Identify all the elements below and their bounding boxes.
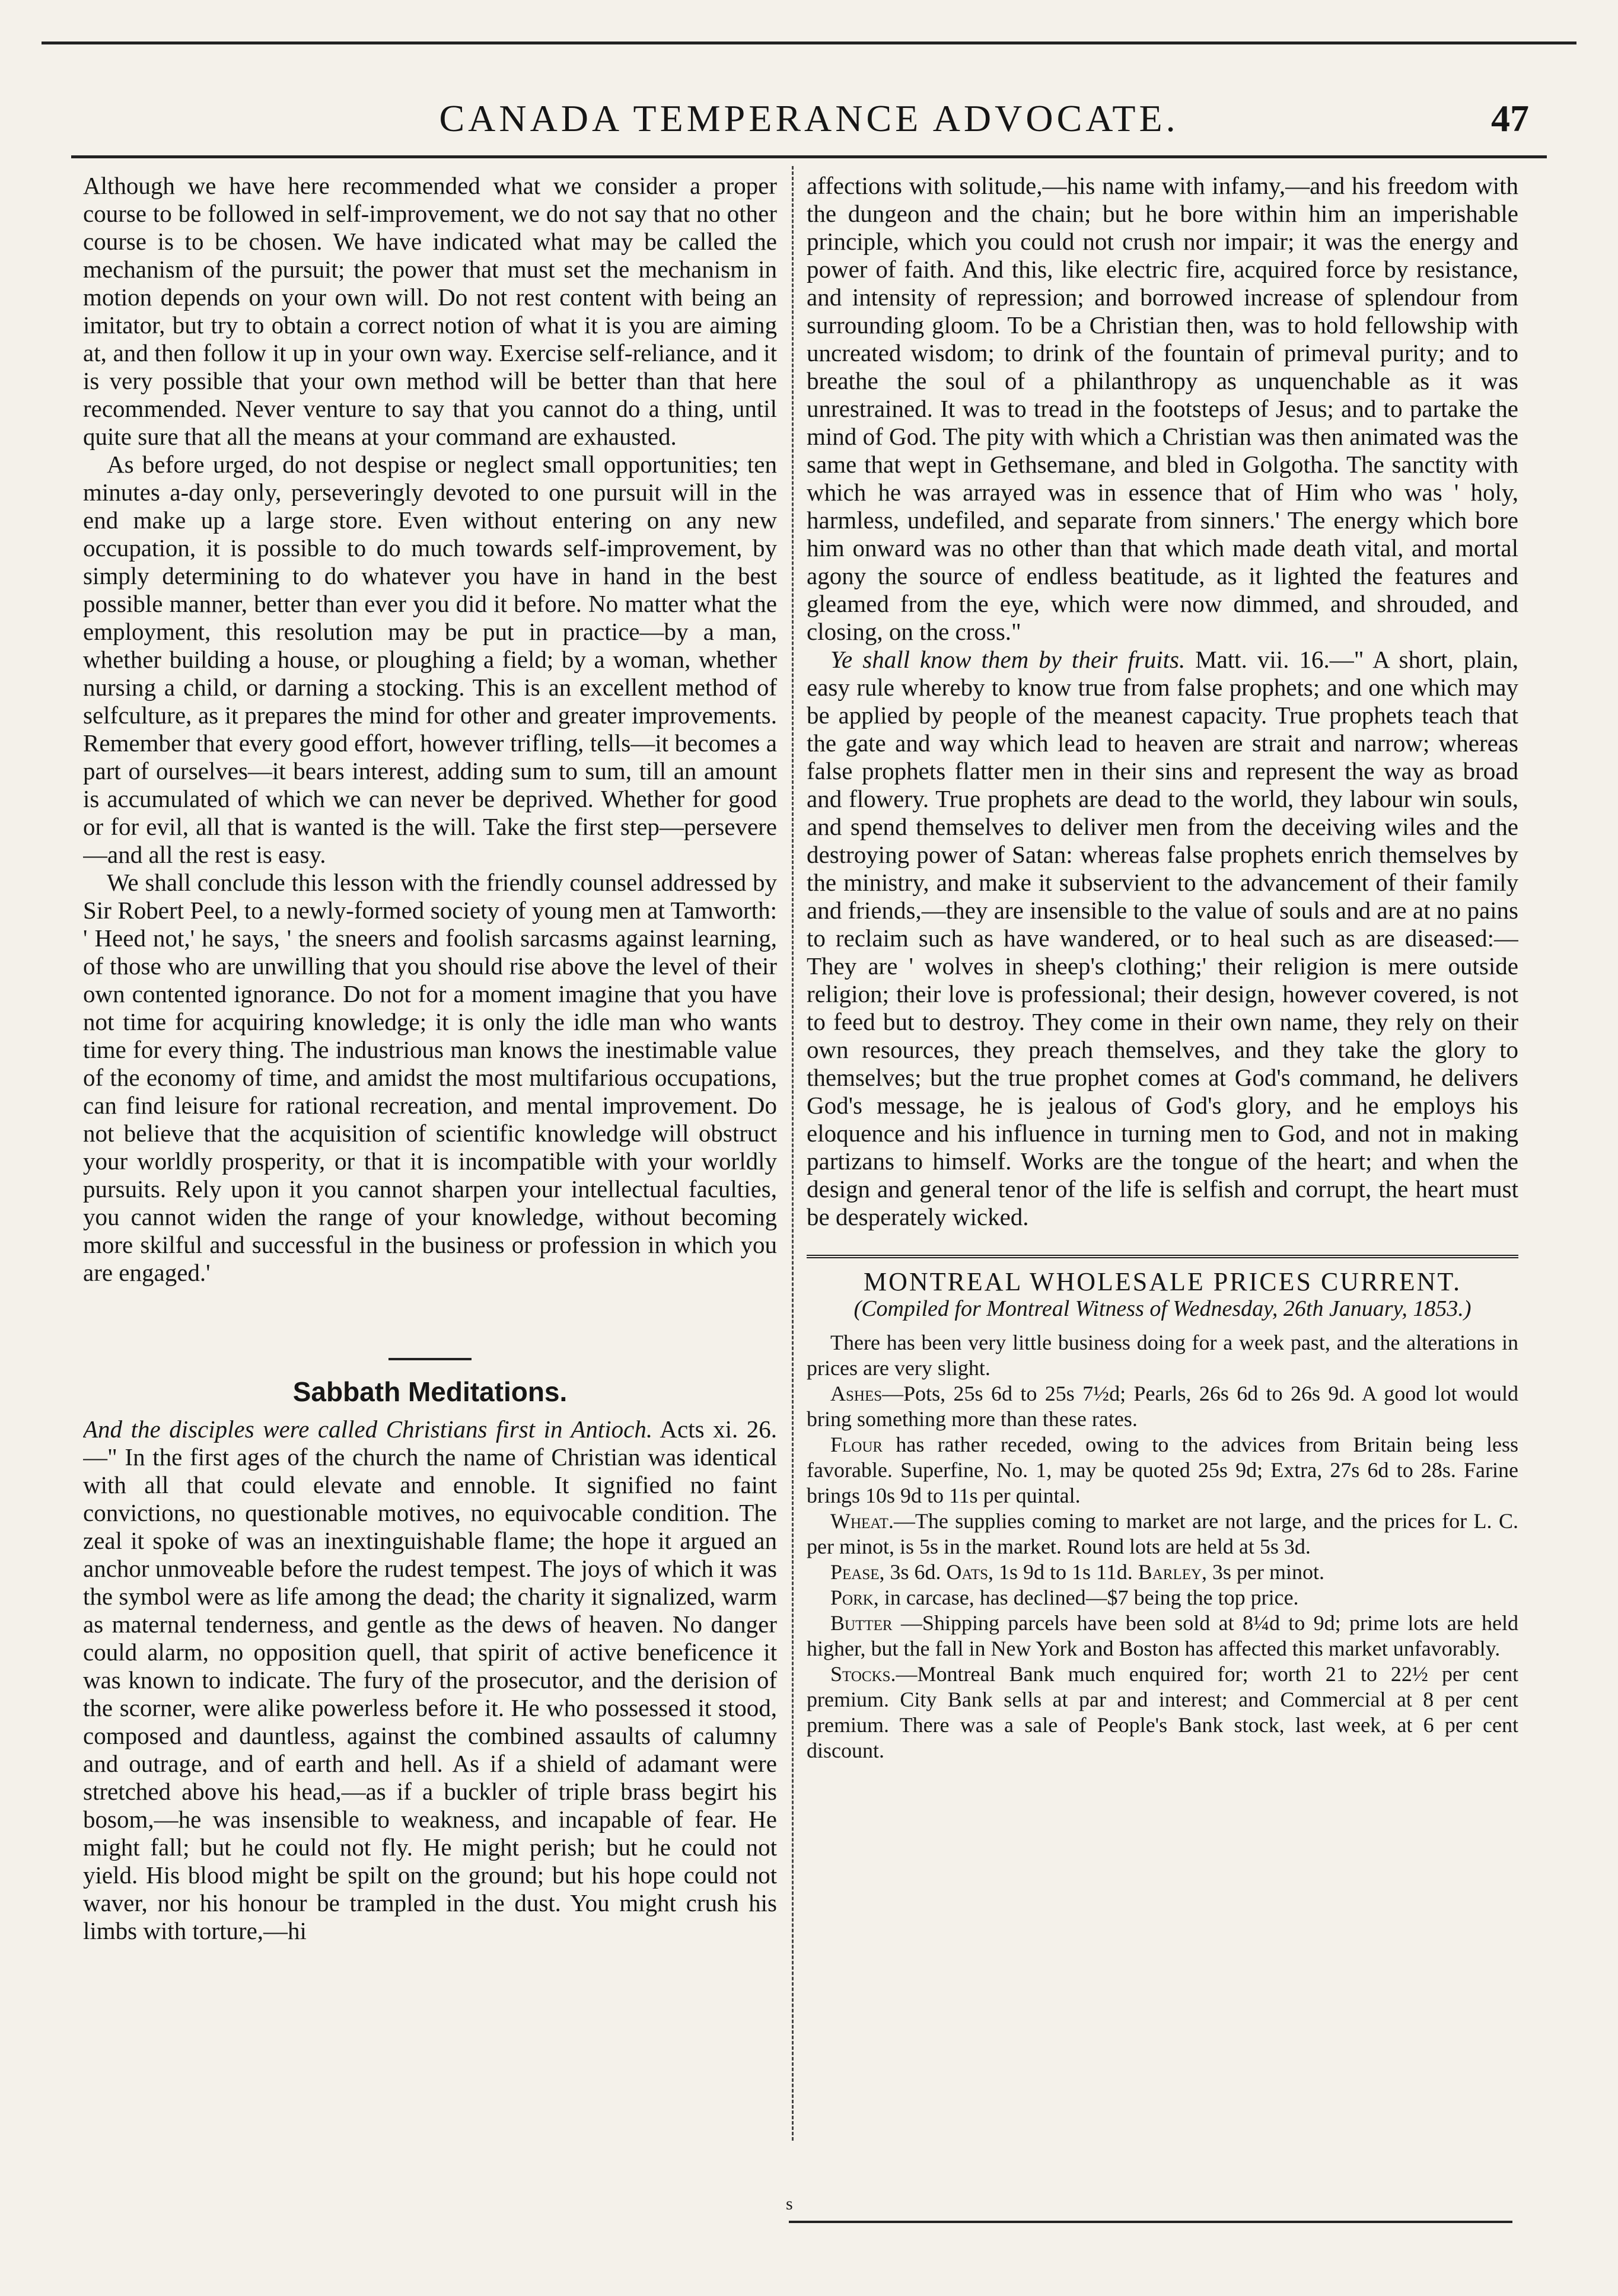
price-entry-grains (807, 1560, 1518, 1585)
price-text: —Pots, 25s 6d to 25s 7½d; Pearls, 26s 6d to 26s 9d. A good lot would bring something more than these rates. (807, 1382, 1518, 1431)
price-label: Oats, (946, 1560, 994, 1584)
paragraph-text: —" A short, plain, easy rule whereby to know true from false prophets; and one which may be applied by people of the meanest capacity. True prophets teach that the gate and way which lead to heaven are strait and narrow; whereas false prophets flatter men in their sins and represent the way as broad and flowery. True prophets are dead to the world, they labour win souls, and spend themselves to deliver men from the deceiving wiles and the destroying power of Satan: whereas false prophets enrich themselves by the ministry, and make it subservient to the advancement of their family and friends,—they are insensible to the value of souls and are at no pains to reclaim such as have wandered, or to heal such as are diseased:—They are ' wolves in sheep's clothing;' their religion is mere outside religion; their love is professional; their design, however covered, is not to feed but to destroy. They come in their own name, they rely on their own resources, they preach themselves, and they take the glory to themselves; but the true prophet comes at God's command, he delivers God's message, he is jealous of God's glory, and he employs his eloquence and his influence in turning men to God, and not in making partizans to himself. Works are the tongue of the heart; and when the design and general tenor of the life is selfish and corrupt, the heart must be desperately wicked. (807, 646, 1518, 1230)
paragraph: Although we have here recommended what we consider a proper course to be followed in self-improvement, we do not say that no other course is to be chosen. We have indicated what may be called the mechanism of the pursuit; the power that must set the mechanism in motion depends on your own will. Do not rest content with being an imitator, but try to obtain a correct notion of what it is you are aiming at, and then follow it up in your own way. Exercise self-reliance, and it is very possible that your own method will be better than that here recommended. Never venture to say that you cannot do a thing, until quite sure that all the means at your command are exhausted. (83, 172, 777, 450)
paragraph: affections with solitude,—his name with infamy,—and his freedom with the dungeon and the chain; but he bore within him an imperishable principle, which you could not crush nor impair; it was the energy and power of faith. And this, like electric fire, acquired force by resistance, and intensity of repression; and borrowed increase of splendour from surrounding gloom. To be a Christian then, was to hold fellowship with uncreated wisdom; to drink of the fountain of primeval purity; and to breathe the soul of a philanthropy as unquenchable as it was unrestrained. It was to tread in the footsteps of Jesus; and to partake the mind of God. The pity with which a Christian was then animated was the same that wept in Gethsemane, and bled in Golgotha. The sanctity with which he was arrayed was in essence that of Him who was ' holy, harmless, undefiled, and separate from sinners.' The energy which bore him onward was no other than that which made death vital, and mortal agony the source of endless beatitude, as it lighted the features and gleamed from the eye, which were now dimmed, and shrouded, and closing, on the cross." (807, 172, 1518, 645)
page-number: 47 (1491, 97, 1529, 139)
column-divider (792, 166, 794, 2141)
scripture-quote: Ye shall know them by their fruits. (830, 646, 1186, 673)
price-entry-stocks (807, 1662, 1518, 1764)
section-title: Sabbath Meditations. (292, 1376, 568, 1407)
price-label: Wheat. (830, 1509, 894, 1533)
scripture-reference: Acts xi. 26. (660, 1415, 777, 1443)
paragraph (807, 646, 1518, 1231)
price-entry-wheat (807, 1509, 1518, 1560)
left-column (83, 172, 777, 2171)
epigraph-paragraph (83, 1415, 777, 1945)
price-entry-ashes (807, 1381, 1518, 1432)
prices-section (807, 1268, 1518, 1764)
top-rule (42, 42, 1576, 44)
masthead-title: CANADA TEMPERANCE ADVOCATE. (439, 97, 1179, 139)
price-text: —The supplies coming to market are not large, and the prices for L. C. per minot, is 5s in the market. Round lots are held at 5s 3d. (807, 1509, 1518, 1558)
price-label: Butter (830, 1611, 893, 1635)
paragraph-text: —" In the first ages of the church the name of Christian was identical with all that could elevate and ennoble. It signified no faint convictions, no questionable motives, no equivocable condition. The zeal it spoke of was an inextinguishable flame; the hope it argued an anchor unmoveable before the rudest tempest. The joys of which it was the symbol were as life among the dead; the charity it signalized, warm as maternal tenderness, and gentle as the dews of heaven. No danger could alarm, no opposition quell, that spirit of active beneficence it was known to indicate. The fury of the prosecutor, and the derision of the scorner, were alike powerless before it. He who possessed it stood, composed and dauntless, against the combined assaults of calumny and outrage, and of earth and hell. As if a shield of adamant were stretched above his head,—as if a buckler of triple brass begirt his bosom,—he was insensible to weakness, and incapable of fear. He might fall; but he could not fly. He might perish; but he could not yield. His blood might be spilt on the ground; but his hope could not waver, nor his honour be trampled in the dust. You might crush his limbs with torture,—hi (83, 1443, 777, 1944)
price-label: Pork, (830, 1586, 879, 1609)
scripture-reference: Matt. vii. 16. (1195, 646, 1330, 673)
price-text: —Shipping parcels have been sold at 8¼d to 9d; prime lots are held higher, but the fall in New York and Boston has affected this market unfavorably. (807, 1611, 1518, 1660)
prices-rule (807, 1255, 1518, 1258)
price-label: Flour (830, 1433, 883, 1456)
price-text: 3s 6d. (890, 1560, 941, 1584)
price-label: Stocks. (830, 1662, 896, 1686)
section-rule (388, 1358, 472, 1360)
price-label: Pease, (830, 1560, 885, 1584)
price-label: Barley, (1138, 1560, 1208, 1584)
epigraph: And the disciples were called Christians first in Antioch. (83, 1415, 653, 1443)
prices-intro: There has been very little business doing for a week past, and the alterations in prices are very slight. (807, 1331, 1518, 1380)
right-column (807, 172, 1518, 2171)
paragraph: We shall conclude this lesson with the friendly counsel addressed by Sir Robert Peel, to a newly-formed society of young men at Tamworth: ' Heed not,' he says, ' the sneers and foolish sarcasms against learning, of those who are unwilling that you should rise above the level of their own contented ignorance. Do not for a moment imagine that you have not time for acquiring knowledge; it is only the idle man who wants time for every thing. The industrious man knows the inestimable value of the economy of time, and amidst the most multifarious occupations, can find leisure for rational recreation, and mental improvement. Do not believe that the acquisition of scientific knowledge will obstruct your worldly prosperity, or that it is incompatible with your worldly pursuits. Rely upon it you cannot sharpen your intellectual faculties, you cannot widen the range of your knowledge, without becoming more skilful and successful in the business or profession in which you are engaged.' (83, 869, 777, 1286)
price-text: 3s per minot. (1212, 1560, 1325, 1584)
price-entry-pork (807, 1585, 1518, 1611)
price-text: in carcase, has declined—$7 being the top price. (884, 1586, 1299, 1609)
price-label: Ashes (830, 1382, 883, 1405)
signature-mark: s (786, 2194, 793, 2214)
price-entry-butter (807, 1611, 1518, 1662)
header-rule (71, 155, 1547, 158)
price-text: —Montreal Bank much enquired for; worth 21 to 22½ per cent premium. City Bank sells at par and interest; and Commercial at 8 per cent premium. There was a sale of People's Bank stock, last week, at 6 per cent discount. (807, 1662, 1518, 1762)
paragraph: As before urged, do not despise or neglect small opportunities; ten minutes a-day only, perseveringly devoted to one pursuit will in the end make up a large store. Even without entering on any new occupation, it is possible to do much towards self-improvement, by simply determining to do whatever you have in hand in the best possible manner, better than ever you did it before. No matter what the employment, this resolution may be put in practice—by a man, whether building a house, or ploughing a field; by a woman, whether nursing a child, or darning a stocking. This is an excellent method of selfculture, as it prepares the mind for other and greater improvements. Remember that every good effort, however trifling, tells—it becomes a part of ourselves—it bears interest, adding sum to sum, till an amount is accumulated of which we can never be deprived. Whether for good or for evil, all that is wanted is the will. Take the first step—persevere—and all the rest is easy. (83, 451, 777, 868)
prices-title: MONTREAL WHOLESALE PRICES CURRENT. (863, 1267, 1462, 1296)
bottom-rule (789, 2221, 1512, 2223)
price-text: has rather receded, owing to the advices from Britain being less favorable. Superfine, No. 1, may be quoted 25s 9d; Extra, 27s 6d to 28s. Farine brings 10s 9d to 11s per quintal. (807, 1433, 1518, 1507)
price-entry-flour (807, 1432, 1518, 1509)
price-text: 1s 9d to 1s 11d. (999, 1560, 1133, 1584)
prices-subtitle: (Compiled for Montreal Witness of Wednesday, 26th January, 1853.) (853, 1296, 1472, 1321)
